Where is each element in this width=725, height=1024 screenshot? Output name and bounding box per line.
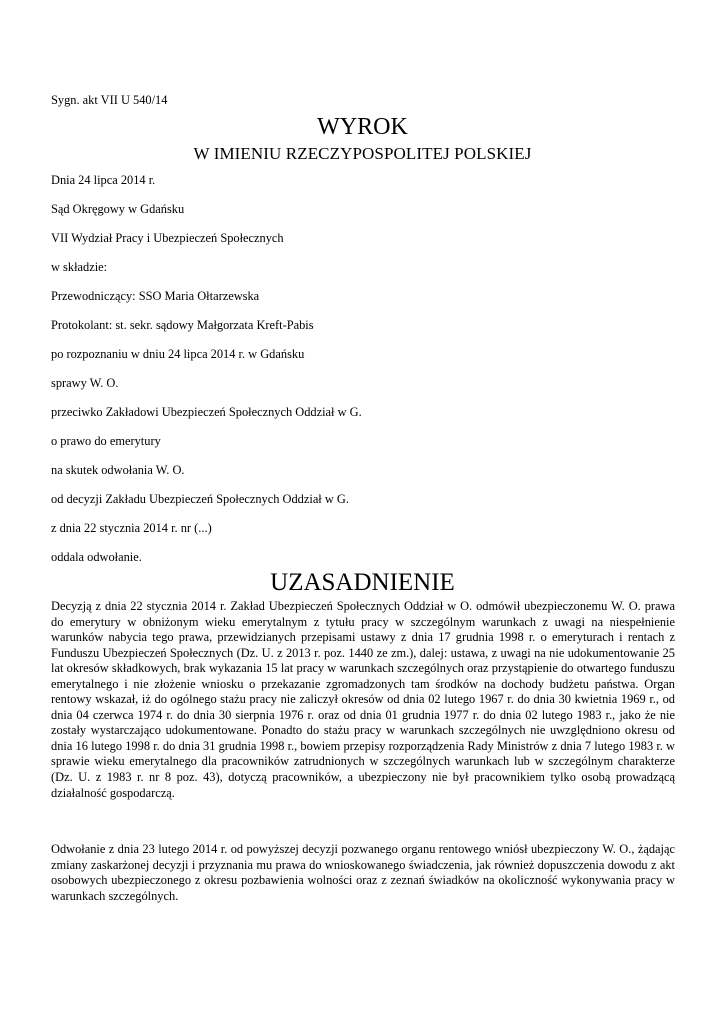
hearing-info: po rozpoznaniu w dniu 24 lipca 2014 r. w Gdańsku <box>51 347 305 361</box>
court-name: Sąd Okręgowy w Gdańsku <box>51 202 185 216</box>
judgment-date: Dnia 24 lipca 2014 r. <box>51 173 156 187</box>
case-defendant: przeciwko Zakładowi Ubezpieczeń Społecznych Oddział w G. <box>51 405 362 419</box>
appealed-decision: od decyzji Zakładu Ubezpieczeń Społecznych Oddział w G. <box>51 492 349 506</box>
justification-paragraph-1: Decyzją z dnia 22 stycznia 2014 r. Zakład Ubezpieczeń Społecznych Oddział w O. odmówił ubezpieczonemu W. O. prawa do emerytury w obniżonym wieku emerytalnym z tytułu pracy w szczególnym warunkach z uwagi na niespełnienie warunków nabycia tego prawa, przewidzianych przepisami ustawy z dnia 17 grudnia 1998 r. o emeryturach i rentach z Funduszu Ubezpieczeń Społecznych (Dz. U. z 2013 r. poz. 1440 ze zm.), dalej: ustawa, z uwagi na nie udokumentowanie 25 lat okresów składkowych, brak wykazania 15 lat pracy w warunkach szczególnych oraz przystąpienie do otwartego funduszu emerytalnego i nie złożenie wniosku o przekazanie zgromadzonych tam środków na dochody budżetu państwa. Organ rentowy wskazał, iż do ogólnego stażu pracy nie zaliczył okresów od dnia 02 lutego 1967 r. do dnia 30 kwietnia 1969 r., od dnia 04 czerwca 1974 r. do dnia 30 sierpnia 1976 r. oraz od dnia 01 grudnia 1977 r. do dnia 02 lutego 1983 r., jako że nie zostały wystarczająco udokumentowane. Ponadto do stażu pracy w warunkach szczególnych nie uwzględniono okresu od dnia 16 lutego 1998 r. do dnia 31 grudnia 1998 r., bowiem przepisy rozporządzenia Rady Ministrów z dnia 7 lutego 1983 r. w sprawie wieku emerytalnego dla pracowników zatrudnionych w szczególnych warunkach lub w szczególnym charakterze (Dz. U. z 1983 r. nr 8 poz. 43), dotyczą pracowników, a ubezpieczony nie był pracownikiem tylko osobą prowadzącą działalność gospodarczą. <box>51 599 675 800</box>
case-subject: o prawo do emerytury <box>51 434 161 448</box>
appeal-by: na skutek odwołania W. O. <box>51 463 185 477</box>
clerk: Protokolant: st. sekr. sądowy Małgorzata Kreft-Pabis <box>51 318 314 332</box>
case-number: Sygn. akt VII U 540/14 <box>51 93 168 107</box>
judgment-title: WYROK <box>317 114 408 140</box>
verdict: oddala odwołanie. <box>51 550 142 564</box>
judgment-subtitle: W IMIENIU RZECZYPOSPOLITEJ POLSKIEJ <box>193 144 532 163</box>
court-division: VII Wydział Pracy i Ubezpieczeń Społecznych <box>51 231 284 245</box>
decision-date: z dnia 22 stycznia 2014 r. nr (...) <box>51 521 212 535</box>
presiding-judge: Przewodniczący: SSO Maria Ołtarzewska <box>51 289 260 303</box>
justification-paragraph-2: Odwołanie z dnia 23 lutego 2014 r. od powyższej decyzji pozwanego organu rentowego wniósł ubezpieczony W. O., żądając zmiany zaskarżonej decyzji i przyznania mu prawa do wnioskowanego świadczenia, jak również dopuszczenia dowodu z akt osobowych ubezpieczonego z okresu pozbawienia wolności oraz z zeznań świadków na okoliczność wykonywania pracy w warunkach szczególnych. <box>51 842 675 903</box>
composition-label: w składzie: <box>51 260 108 274</box>
justification-heading: UZASADNIENIE <box>270 569 455 596</box>
case-party: sprawy W. O. <box>51 376 119 390</box>
